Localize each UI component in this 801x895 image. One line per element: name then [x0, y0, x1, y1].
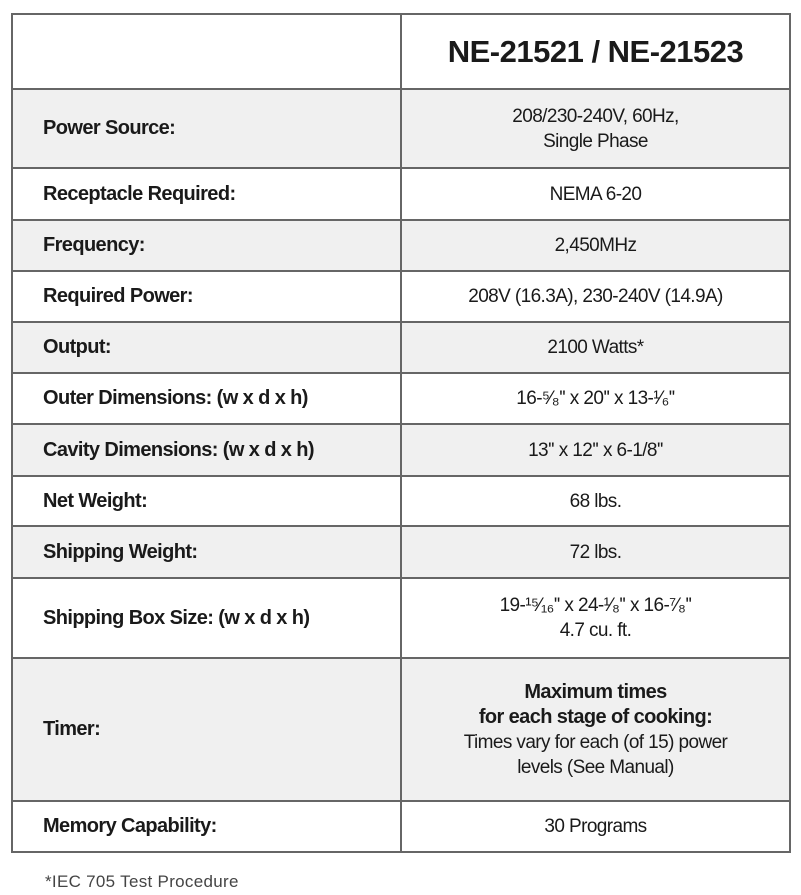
table-row: [12, 424, 790, 476]
table-row: [12, 89, 790, 168]
row-value: 68 lbs.: [401, 476, 790, 526]
row-label: Net Weight:: [12, 476, 401, 526]
value-line: Times vary for each (of 15) power: [463, 731, 728, 753]
value-heading: for each stage of cooking:: [478, 705, 713, 728]
row-value: [401, 658, 790, 801]
empty-header-cell: [12, 14, 401, 89]
value-line: 208/230-240V, 60Hz,: [512, 105, 679, 127]
row-value: 13'' x 12'' x 6-1/8'': [401, 424, 790, 476]
row-value: 2100 Watts*: [401, 322, 790, 373]
value-line: Single Phase: [543, 130, 648, 152]
table-row: [12, 658, 790, 801]
table-row: [12, 271, 790, 322]
value-heading: Maximum times: [524, 680, 667, 703]
spec-table: [11, 13, 791, 853]
footnote: *IEC 705 Test Procedure: [45, 872, 239, 891]
row-value: 30 Programs: [401, 801, 790, 852]
table-row: [12, 476, 790, 526]
value-line: 4.7 cu. ft.: [559, 620, 632, 641]
model-header: NE-21521 / NE-21523: [401, 14, 790, 89]
row-label: Timer:: [12, 658, 401, 801]
row-label: Memory Capability:: [12, 801, 401, 852]
row-label: Required Power:: [12, 271, 401, 322]
row-value: 208V (16.3A), 230-240V (14.9A): [401, 271, 790, 322]
table-row: [12, 322, 790, 373]
row-value: 16-⁵⁄₈'' x 20'' x 13-¹⁄₆'': [401, 373, 790, 424]
table-row: [12, 801, 790, 852]
table-row: [12, 168, 790, 220]
header-row: [12, 14, 790, 89]
row-label: Outer Dimensions: (w x d x h): [12, 373, 401, 424]
value-line: 19-¹⁵⁄₁₆'' x 24-¹⁄₈'' x 16-⁷⁄₈'': [499, 595, 692, 616]
row-label: Cavity Dimensions: (w x d x h): [12, 424, 401, 476]
table-row: [12, 220, 790, 271]
row-label: Output:: [12, 322, 401, 373]
row-value: NEMA 6-20: [401, 168, 790, 220]
row-label: Receptacle Required:: [12, 168, 401, 220]
row-label: Power Source:: [12, 89, 401, 168]
value-line: levels (See Manual): [517, 756, 674, 778]
row-value: [401, 89, 790, 168]
table-row: [12, 526, 790, 578]
row-value: [401, 578, 790, 658]
table-row: [12, 373, 790, 424]
row-value: 2,450MHz: [401, 220, 790, 271]
row-value: 72 lbs.: [401, 526, 790, 578]
row-label: Shipping Box Size: (w x d x h): [12, 578, 401, 658]
table-row: [12, 578, 790, 658]
row-label: Frequency:: [12, 220, 401, 271]
row-label: Shipping Weight:: [12, 526, 401, 578]
